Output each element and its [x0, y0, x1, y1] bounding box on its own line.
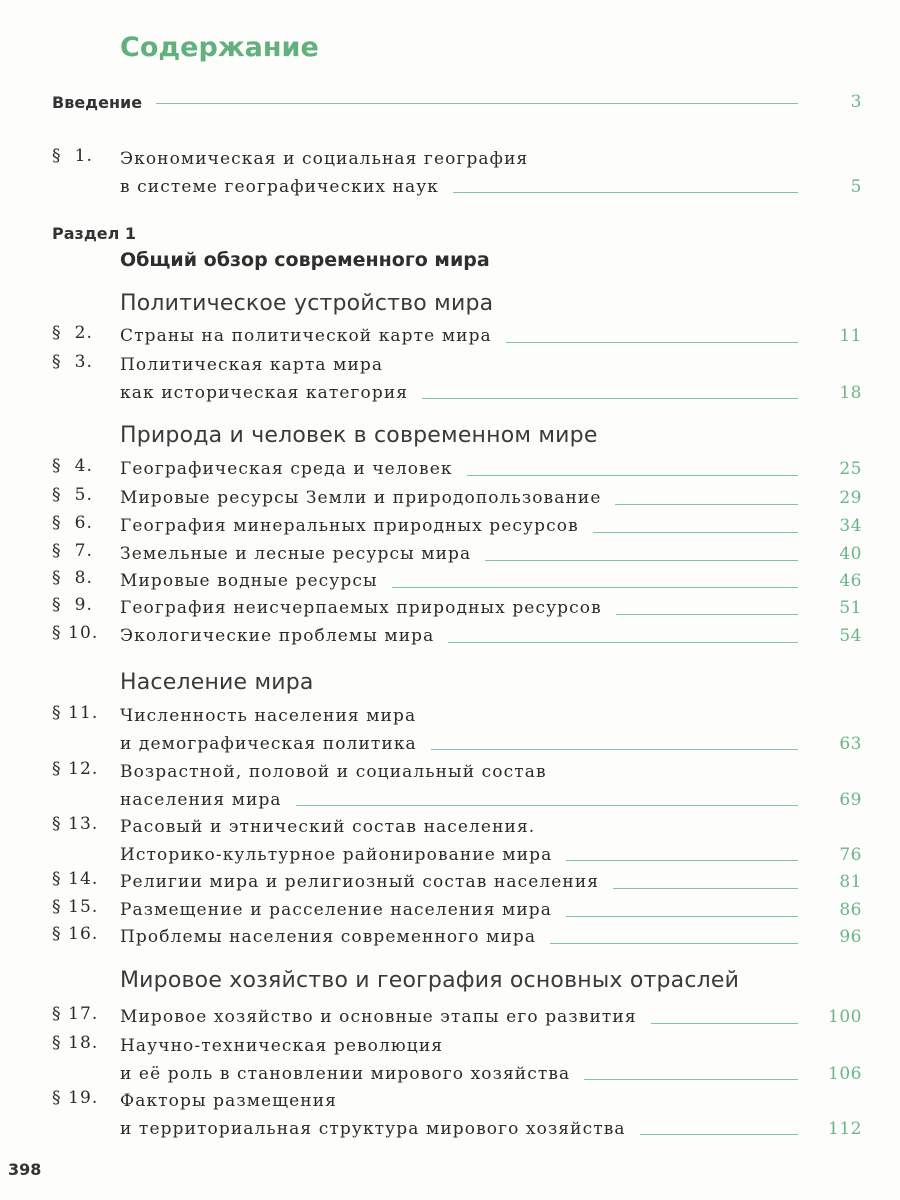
- entry-title-line: Численность населения мира: [120, 706, 417, 726]
- toc-entry[interactable]: [52, 323, 862, 351]
- toc-entry[interactable]: [52, 869, 862, 897]
- entry-title-line: Возрастной, половой и социальный состав: [120, 762, 547, 782]
- toc-entry-introduction[interactable]: [52, 92, 862, 112]
- entry-title-line: География неисчерпаемых природных ресурсов: [120, 598, 602, 618]
- entry-title-line: населения мира: [120, 789, 282, 810]
- leader-line: [467, 475, 798, 476]
- section-title: Общий обзор современного мира: [120, 249, 490, 271]
- paragraph-number: § 13.: [52, 814, 99, 834]
- paragraph-number: § 9.: [52, 595, 94, 615]
- page-number: 51: [839, 598, 862, 618]
- paragraph-number: § 11.: [52, 703, 99, 723]
- page-number: 76: [839, 844, 862, 865]
- entry-title-line: Научно-техническая революция: [120, 1036, 444, 1056]
- page-number: 11: [839, 326, 862, 346]
- paragraph-number: § 18.: [52, 1033, 99, 1053]
- subsection-heading: Население мира: [120, 670, 314, 695]
- toc-entry[interactable]: [52, 623, 862, 651]
- entry-title-line: Размещение и расселение населения мира: [120, 900, 553, 920]
- page-number: 18: [839, 382, 862, 403]
- entry-title-line: Политическая карта мира: [120, 355, 384, 375]
- entry-title-line: Географическая среда и человек: [120, 459, 453, 479]
- page-folio: 398: [8, 1160, 42, 1179]
- entry-title-line: и её роль в становлении мирового хозяйства: [120, 1063, 571, 1084]
- toc-entry[interactable]: [52, 897, 862, 925]
- leader-line: [566, 916, 798, 917]
- page-number: 96: [839, 927, 862, 947]
- entry-title-line: Экономическая и социальная география: [120, 149, 529, 169]
- leader-line: [453, 192, 798, 193]
- toc-entry[interactable]: [52, 513, 862, 541]
- paragraph-number: § 2.: [52, 323, 94, 343]
- leader-line: [431, 749, 798, 750]
- toc-entry[interactable]: [52, 1033, 862, 1088]
- entry-title-line: География минеральных природных ресурсов: [120, 516, 579, 536]
- page-number: 63: [839, 733, 862, 754]
- page-number: 100: [828, 1007, 862, 1027]
- entry-title: Введение: [52, 93, 143, 112]
- entry-title-line: Мировое хозяйство и основные этапы его развития: [120, 1007, 637, 1027]
- toc-entry[interactable]: [52, 1088, 862, 1143]
- page-number: 5: [850, 176, 862, 197]
- entry-title-line: и демографическая политика: [120, 733, 417, 754]
- paragraph-number: § 16.: [52, 924, 99, 944]
- leader-line: [392, 587, 798, 588]
- leader-line: [593, 532, 798, 533]
- paragraph-number: § 5.: [52, 485, 94, 505]
- entry-title-line: Мировые ресурсы Земли и природопользование: [120, 488, 602, 508]
- page-number: 106: [828, 1063, 862, 1084]
- leader-line: [296, 805, 798, 806]
- toc-entry[interactable]: [52, 485, 862, 513]
- leader-line: [584, 1079, 798, 1080]
- entry-title-line: в системе географических наук: [120, 176, 440, 197]
- toc-entry[interactable]: [52, 703, 862, 758]
- paragraph-number: § 7.: [52, 541, 94, 561]
- entry-title-line: Религии мира и религиозный состав населения: [120, 872, 600, 892]
- paragraph-number: § 14.: [52, 869, 99, 889]
- leader-line: [640, 1134, 798, 1135]
- toc-entry[interactable]: [52, 924, 862, 952]
- leader-line: [615, 504, 798, 505]
- leader-line: [422, 398, 798, 399]
- leader-line: [651, 1023, 798, 1024]
- page-number: 34: [839, 516, 862, 536]
- leader-line: [613, 888, 798, 889]
- page-number: 112: [828, 1118, 862, 1139]
- toc-entry[interactable]: [52, 352, 862, 407]
- subsection-heading: Природа и человек в современном мире: [120, 423, 598, 448]
- toc-entry[interactable]: [52, 595, 862, 623]
- leader-line: [550, 943, 798, 944]
- entry-title-line: Экологические проблемы мира: [120, 626, 435, 646]
- paragraph-number: § 10.: [52, 623, 99, 643]
- paragraph-number: § 12.: [52, 759, 99, 779]
- section-label: Раздел 1: [52, 224, 137, 243]
- entry-title-line: Историко-культурное районирование мира: [120, 844, 553, 865]
- paragraph-number: § 17.: [52, 1004, 99, 1024]
- page-number: 29: [839, 488, 862, 508]
- subsection-heading: Политическое устройство мира: [120, 291, 494, 316]
- page-number: 40: [839, 544, 862, 564]
- entry-title-line: Проблемы населения современного мира: [120, 927, 537, 947]
- subsection-heading: Мировое хозяйство и география основных отраслей: [120, 968, 740, 993]
- page-number: 81: [839, 872, 862, 892]
- toc-entry[interactable]: [52, 759, 862, 814]
- entry-title-line: как историческая категория: [120, 382, 409, 403]
- leader-line: [506, 342, 798, 343]
- page-number: 46: [839, 571, 862, 591]
- entry-title-line: Мировые водные ресурсы: [120, 571, 378, 591]
- paragraph-number: § 1.: [52, 146, 94, 166]
- toc-entry[interactable]: [52, 1004, 862, 1032]
- paragraph-number: § 19.: [52, 1088, 99, 1108]
- leader-line: [485, 560, 798, 561]
- paragraph-number: § 3.: [52, 352, 94, 372]
- paragraph-number: § 6.: [52, 513, 94, 533]
- page-number: 3: [850, 92, 862, 112]
- toc-entry[interactable]: [52, 541, 862, 569]
- entry-title-line: Страны на политической карте мира: [120, 326, 492, 346]
- leader-line: [156, 103, 798, 104]
- entry-title-line: Земельные и лесные ресурсы мира: [120, 544, 472, 564]
- page-number: 86: [839, 900, 862, 920]
- page-number: 54: [839, 626, 862, 646]
- toc-entry[interactable]: [52, 146, 862, 201]
- leader-line: [616, 614, 798, 615]
- toc-entry[interactable]: [52, 814, 862, 869]
- toc-entry[interactable]: [52, 456, 862, 484]
- leader-line: [566, 860, 798, 861]
- toc-entry[interactable]: [52, 568, 862, 596]
- paragraph-number: § 15.: [52, 897, 99, 917]
- page-title: Содержание: [120, 32, 319, 63]
- page-number: 69: [839, 789, 862, 810]
- entry-title-line: и территориальная структура мирового хозяйства: [120, 1118, 626, 1139]
- paragraph-number: § 4.: [52, 456, 94, 476]
- entry-title-line: Расовый и этнический состав населения.: [120, 817, 536, 837]
- paragraph-number: § 8.: [52, 568, 94, 588]
- leader-line: [448, 642, 798, 643]
- entry-title-line: Факторы размещения: [120, 1091, 337, 1111]
- page-number: 25: [839, 459, 862, 479]
